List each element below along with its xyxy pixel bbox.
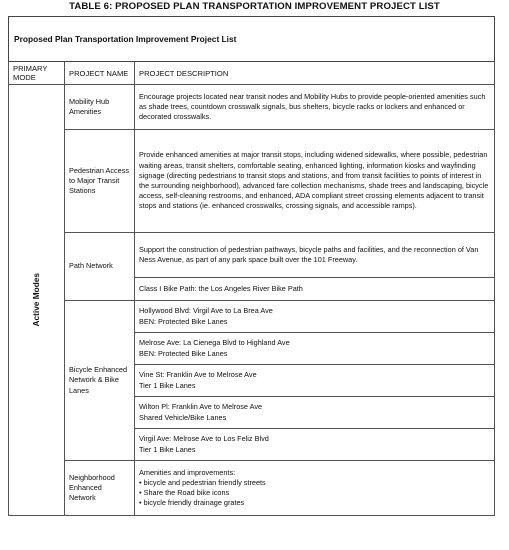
header-primary-mode: PRIMARY MODE — [9, 62, 65, 85]
project-description — [135, 301, 495, 333]
amenities-intro: Amenities and improvements: — [139, 467, 236, 477]
project-name: Mobility Hub Amenities — [65, 85, 135, 130]
project-name: Path Network — [65, 233, 135, 301]
table-row — [9, 233, 495, 278]
project-description: Support the construction of pedestrian pathways, bicycle paths and facilities, and the reconnection of Van Ness Avenue, as part of any park space built over the 101 Freeway. — [135, 233, 495, 278]
street-segment: Hollywood Blvd: Virgil Ave to La Brea Ave — [139, 306, 273, 316]
project-name: Neighborhood Enhanced Network — [65, 461, 135, 516]
project-description — [135, 365, 495, 397]
facility-type: BEN: Protected Bike Lanes — [139, 316, 228, 326]
primary-mode-cell — [9, 85, 65, 516]
table-row — [9, 85, 495, 130]
table-caption: Proposed Plan Transportation Improvement Project List — [9, 17, 495, 62]
facility-type: Tier 1 Bike Lanes — [139, 444, 196, 454]
table-row — [9, 461, 495, 516]
document-title: TABLE 6: PROPOSED PLAN TRANSPORTATION IMPROVEMENT PROJECT LIST — [69, 1, 440, 12]
amenities-list — [139, 478, 490, 509]
table-row — [9, 301, 495, 333]
street-segment: Melrose Ave: La Cienega Blvd to Highland Ave — [139, 338, 290, 348]
project-description: Encourage projects located near transit nodes and Mobility Hubs to provide people-oriented amenities such as shade trees, countdown crosswalk signals, bus shelters, bicycle racks or lockers and enhanced or decorated crosswalks. — [135, 85, 495, 130]
project-description — [135, 397, 495, 429]
street-segment: Virgil Ave: Melrose Ave to Los Feliz Blvd — [139, 434, 269, 444]
project-description — [135, 333, 495, 365]
table-header-row — [9, 62, 495, 85]
table-row — [9, 130, 495, 233]
list-item: • bicycle and pedestrian friendly streets — [139, 478, 490, 488]
street-segment: Vine St: Franklin Ave to Melrose Ave — [139, 370, 257, 380]
header-project-name: PROJECT NAME — [65, 62, 135, 85]
project-description — [135, 461, 495, 516]
facility-type: Shared Vehicle/Bike Lanes — [139, 412, 227, 422]
street-segment: Wilton Pl: Franklin Ave to Melrose Ave — [139, 402, 263, 412]
project-description: Provide enhanced amenities at major transit stops, including widened sidewalks, where possible, pedestrian waiting areas, transit shelters, comfortable seating, enhanced lighting, information kiosks and wayfinding signage (directing pedestrians to transit stops and stations, and from transit facilities to points of interest in the surrounding neighborhood), advanced fare collection mechanisms, shade trees and landscaping, bicycle access, self-cleaning restrooms, and enhanced, ADA compliant street crossing elements adjacent to transit stops and stations (ie. enhanced crosswalks, crossing signals, and accessible ramps). — [135, 130, 495, 233]
list-item: • Share the Road bike icons — [139, 488, 490, 498]
primary-mode-label: Active Modes — [31, 273, 42, 327]
project-name: Bicycle Enhanced Network & Bike Lanes — [65, 301, 135, 461]
project-list-table — [8, 16, 495, 516]
facility-type: Tier 1 Bike Lanes — [139, 380, 196, 390]
project-description — [135, 429, 495, 461]
project-description: Class I Bike Path: the Los Angeles River Bike Path — [135, 278, 495, 301]
list-item: • bicycle friendly drainage grates — [139, 498, 490, 508]
header-project-description: PROJECT DESCRIPTION — [135, 62, 495, 85]
facility-type: BEN: Protected Bike Lanes — [139, 348, 228, 358]
project-name: Pedestrian Access to Major Transit Stations — [65, 130, 135, 233]
